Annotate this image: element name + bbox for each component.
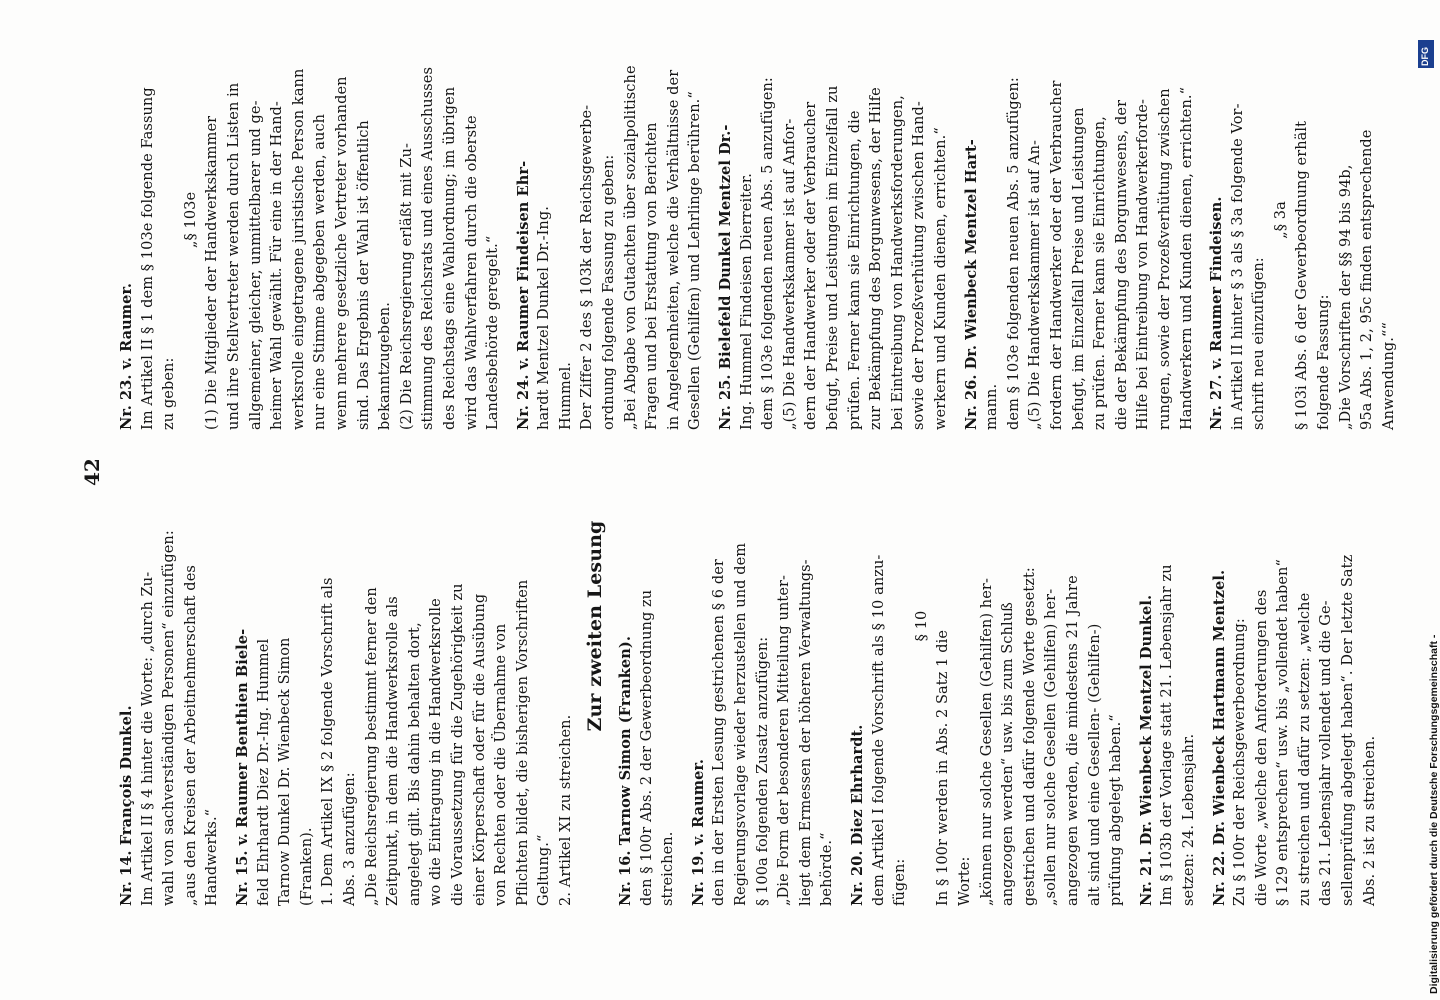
text-line: (1) Die Mitglieder der Handwerkskammer [204,115,221,430]
text-line: Worte: [956,856,973,906]
text-line [680,346,688,906]
text-line: die Worte „welche den Anforderungen des [1253,589,1270,906]
text-line: zur Bekämpfung des Borgunwesens, der Hilfe [868,87,885,430]
text-line: angezogen werden“ usw. bis zum Schluß [1000,602,1017,906]
text-line [707,10,715,430]
text-line [839,346,847,906]
motion-heading: Nr. 26. Dr. Wienbeck Mentzel Hart- [962,139,980,430]
text-line: „können nur solche Gesellen (Gehilfen) her- [978,578,995,906]
motion-heading: Nr. 15. v. Raumer Benthien Biele- [233,628,251,906]
text-line: angezogen werden, die mindestens 21 Jahre [1064,575,1081,906]
text-line: prüfung abgelegt haben.“ [1108,714,1125,906]
text-line: die der Bekämpfung des Borgunwesens, der [1113,99,1130,430]
text-line: befugt, im Einzelfall Preise und Leistungen [1070,107,1087,430]
text-line: fügen: [892,858,909,906]
motion-heading: Nr. 27. v. Raumer Findeisen. [1208,196,1226,430]
text-line: des Reichstags eine Wahlordnung; im übrigen [441,86,458,430]
text-line: zu geben: [161,357,178,430]
text-line: „Die Vorschriften der §§ 94 bis 94b, [1337,164,1354,430]
text-line: Hummel. [557,361,574,430]
text-line: schrift neu einzufügen: [1251,257,1268,430]
section-heading: Zur zweiten Lesung [584,520,607,732]
text-line: Zeitpunkt, in dem die Handwerksrolle als [385,596,402,906]
text-line: in Artikel II hinter § 3 als § 3a folgende Vor- [1229,103,1246,430]
text-line: Anwendung.““ [1380,321,1397,430]
text-line: Zu § 100r der Reichsgewerbeordnung: [1232,618,1249,906]
motion-heading: Nr. 20. Diez Ehrhardt. [849,724,866,906]
text-line: Im § 103b der Vorlage statt 21. Lebensjahr zu [1159,564,1176,906]
text-line: sind. Das Ergebnis der Wahl ist öffentlich [355,120,372,430]
text-line: sowie der Prozeßverhütung zwischen Hand- [911,101,928,430]
motion-heading: Nr. 21. Dr. Wienbeck Mentzel Dunkel. [1137,594,1155,906]
text-line: werkern und Kunden dienen, errichten.“ [932,127,949,430]
text-line: folgende Fassung: [1316,294,1333,430]
text-line: die Voraussetzung für die Zugehörigkeit zu [449,583,466,906]
text-line: „aus den Kreisen der Arbeitnehmerschaft des [182,565,199,906]
text-line: Pflichten bildet, die bisherigen Vorschriften [514,579,531,906]
text-line: gestrichen und dafür folgende Worte gesetzt: [1021,567,1038,906]
text-line: einer Körperschaft oder für die Ausübung [471,593,488,906]
text-line: den § 100r Abs. 2 der Gewerbeordnung zu [638,589,655,906]
text-line: fordern der Handwerker oder der Verbraucher [1048,80,1065,430]
text-line: § 129 entsprechen“ usw. bis „vollendet haben“ [1275,559,1292,906]
motion-heading: Nr. 24. v. Raumer Findeisen Ehr- [514,160,532,430]
text-line: Der Ziffer 2 des § 103k der Reichsgewerbe- [579,104,596,430]
text-line: In § 100r werden in Abs. 2 Satz 1 die [935,629,952,906]
text-line: werksrolle eingetragene juristische Person kann [290,68,307,430]
page-number: 42 [80,458,104,486]
text-line: hardt Mentzel Dunkel Dr.-Ing. [536,206,553,430]
text-line: wenn mehrere gesetzliche Vertreter vorhanden [333,76,350,430]
left-text-column [116,346,1381,906]
text-line: von Rechten oder die Übernahme von [493,623,510,906]
text-line: feld Ehrhardt Diez Dr.-Ing. Hummel [255,638,272,906]
text-line: heimer Wahl gewählt. Für eine in der Hand- [269,101,286,430]
text-line: zu prüfen. Ferner kann sie Einrichtungen, [1092,116,1109,430]
text-line: und ihre Stellvertreter werden durch Listen in [225,82,242,430]
text-line [1198,10,1206,430]
text-line: Tarnow Dunkel Dr. Wienbeck Simon [277,637,294,906]
text-line [1201,346,1209,906]
text-line: Landesbehörde geregelt.“ [485,235,502,430]
text-line: streichen. [660,831,677,906]
text-line: Hilfe bei Eintreibung von Handwerkerforde- [1135,99,1152,430]
text-line: wird das Wahlverfahren durch die oberste [463,115,480,430]
text-line: rungen, sowie der Prozeßverhütung zwischen [1156,88,1173,430]
text-line: (2) Die Reichsregierung erläßt mit Zu- [398,142,415,430]
text-line: allgemeiner, gleicher, unmittelbarer und ge- [247,100,264,430]
text-line: „(5) Die Handwerkskammer ist auf An- [1027,139,1044,430]
text-line: das 21. Lebensjahr vollendet und die Ge- [1318,600,1335,906]
text-line: „Bei Abgabe von Gutachten über sozialpolitische [622,65,639,430]
text-line: Abs. 2 ist zu streichen. [1361,735,1378,906]
text-line: bei Eintreibung von Handwerksforderungen, [889,95,906,430]
motion-heading: Nr. 16. Tarnow Simon (Franken). [617,636,635,906]
text-line: Ing. Hummel Findeisen Dierreiter. [738,173,755,430]
text-line: 1. Dem Artikel IX § 2 folgende Vorschrift als [320,577,337,906]
text-line: zu streichen und dafür zu setzen: „welche [1296,592,1313,906]
text-line: ordnung folgende Fassung zu geben: [601,154,618,430]
motion-heading: Nr. 14. François Dunkel. [118,705,135,906]
text-line: (Franken). [298,827,315,906]
text-line: sellenprüfung abgelegt haben“. Der letzte Satz [1340,554,1357,906]
text-line: alt sind und eine Gesellen- (Gehilfen-) [1086,623,1103,906]
text-line: „Die Form der besonderen Mitteilung unter- [776,574,793,906]
text-line [505,10,513,430]
text-line: stimmung des Reichsrats und eines Ausschusses [420,66,437,430]
text-line: wahl von sachverständigen Personen“ einzufügen: [161,530,178,906]
text-line: § 103i Abs. 6 der Gewerbeordnung erhält [1294,120,1311,430]
text-line: 95a Abs. 1, 2, 95c finden entsprechende [1359,129,1376,430]
text-line: § 10 [913,610,930,642]
text-line: behörde.“ [819,832,836,906]
text-line: mann. [984,383,1001,430]
text-line: in Angelegenheiten, welche die Verhältnisse der [665,69,682,430]
text-line: angelegt gilt. Bis dahin behalten dort, [406,622,423,906]
text-line: Im Artikel II § 1 dem § 103e folgende Fassung [139,87,156,430]
text-line: „§ 103e [182,191,199,249]
text-line: Im Artikel II § 4 hinter die Worte: „durch Zu- [139,571,156,906]
text-line [1128,346,1136,906]
text-line: Geltung.“ [536,834,553,906]
text-line: „§ 3a [1272,201,1289,239]
text-line: bekanntzugeben. [377,302,394,430]
text-line: dern der Handwerker oder der Verbraucher [803,101,820,430]
text-line: setzen: 24. Lebensjahr. [1180,733,1197,906]
text-line: „(5) Die Handwerkskammer ist auf Anfor- [781,118,798,430]
text-line: Regierungsvorlage wieder herzustellen und dem [733,542,750,906]
right-text-column [116,10,1400,430]
text-line: den in der Ersten Lesung gestrichenen § 6 der [711,559,728,906]
motion-heading: Nr. 25. Bielefeld Dunkel Mentzel Dr.- [717,124,735,430]
text-line: „sollen nur solche Gesellen (Gehilfen) her- [1043,588,1060,906]
text-line: „Die Reichsregierung bestimmt ferner den [363,587,380,906]
text-line: dem § 103e folgenden neuen Abs. 5 anzufügen: [1005,77,1022,430]
text-line [607,346,615,906]
text-line [224,346,232,906]
text-line: befugt, Preise und Leistungen im Einzelfall zu [825,85,841,430]
text-line: Handwerks.“ [204,808,221,906]
text-line: dem Artikel I folgende Vorschrift als § 10 anzu- [870,554,887,906]
text-line: liegt dem Ermessen der höheren Verwaltungs- [797,559,814,906]
dfg-logo: DFG [1418,40,1434,68]
text-line: Handwerkern und Kunden dienen, errichten.“ [1178,86,1195,430]
text-line [953,10,961,430]
motion-heading: Nr. 19. v. Raumer. [689,758,707,906]
text-line: nur eine Stimme abgegeben werden, auch [312,113,329,430]
text-line: Gesellen (Gehilfen) und Lehrlinge berühren.“ [687,91,704,430]
motion-heading: Nr. 23. v. Raumer. [118,282,135,430]
text-line: Abs. 3 anzufügen: [341,772,358,906]
text-line: 2. Artikel XI zu streichen. [557,714,574,906]
text-line: § 100a folgenden Zusatz anzufügen: [754,636,771,906]
text-line: wo die Eintragung in die Handwerksrolle [428,598,445,906]
motion-heading: Nr. 22. Dr. Wienbeck Hartmann Mentzel. [1210,569,1228,906]
text-line: Fragen und bei Erstattung von Berichten [644,122,661,430]
text-line: prüfen. Ferner kann sie Einrichtungen, die [846,110,863,430]
digitization-credit: Digitalisierung gefördert durch die Deutsche Forschungsgemeinschaft - [1428,634,1440,994]
text-line: dem § 103e folgenden neuen Abs. 5 anzufügen: [760,77,777,430]
